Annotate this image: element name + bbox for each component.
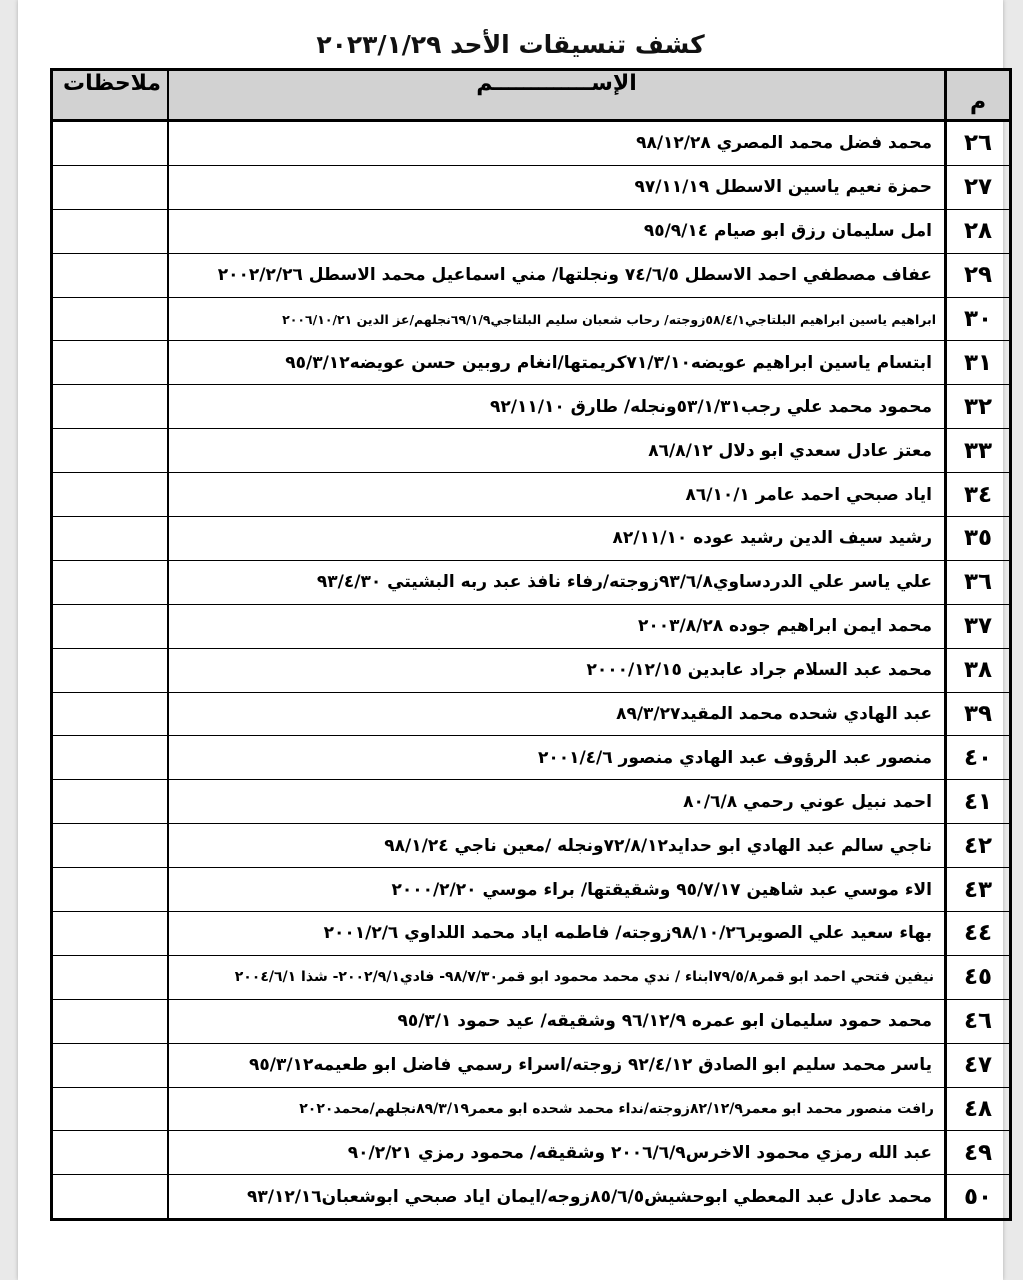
row-number: ٤٥ [946, 955, 1011, 999]
row-name: ابراهيم ياسين ابراهيم البلتاجي٥٨/٤/١زوجته/ رحاب شعبان سليم البلتاجي٦٩/١/٩نجلهم/عز الدين ٢٠٠٦/١٠/٢١ [168, 297, 946, 341]
row-notes [52, 385, 169, 429]
page-title: كشف تنسيقات الأحد ٢٠٢٣/١/٢٩ [316, 30, 705, 59]
row-notes [52, 604, 169, 648]
table-row [52, 429, 1011, 473]
row-notes [52, 780, 169, 824]
row-number: ٥٠ [946, 1175, 1011, 1220]
row-notes [52, 253, 169, 297]
row-number: ٢٦ [946, 121, 1011, 166]
row-number: ٢٨ [946, 209, 1011, 253]
row-name: الاء موسي عبد شاهين ٩٥/٧/١٧ وشقيقتها/ براء موسي ٢٠٠٠/٢/٢٠ [168, 868, 946, 912]
row-name: محمود محمد علي رجب٥٣/١/٣١ونجله/ طارق ٩٢/١١/١٠ [168, 385, 946, 429]
row-name: رافت منصور محمد ابو معمر٨٢/١٢/٩زوجته/نداء محمد شحده ابو معمر٨٩/٣/١٩نجلهم/محمد٢٠٢٠ [168, 1087, 946, 1131]
row-number: ٣٤ [946, 473, 1011, 517]
row-notes [52, 1043, 169, 1087]
row-name: محمد ايمن ابراهيم جوده ٢٠٠٣/٨/٢٨ [168, 604, 946, 648]
row-notes [52, 1087, 169, 1131]
table-row [52, 253, 1011, 297]
row-number: ٤٩ [946, 1131, 1011, 1175]
row-number: ٤٦ [946, 999, 1011, 1043]
row-number: ٣٢ [946, 385, 1011, 429]
row-notes [52, 868, 169, 912]
header-number: م [946, 70, 1011, 121]
row-notes [52, 473, 169, 517]
table-row [52, 165, 1011, 209]
row-notes [52, 121, 169, 166]
table-row [52, 1043, 1011, 1087]
row-notes [52, 1131, 169, 1175]
row-number: ٤٧ [946, 1043, 1011, 1087]
row-number: ٤٨ [946, 1087, 1011, 1131]
row-name: ياسر محمد سليم ابو الصادق ٩٢/٤/١٢ زوجته/اسراء رسمي فاضل ابو طعيمه٩٥/٣/١٢ [168, 1043, 946, 1087]
row-name: محمد عبد السلام جراد عابدين ٢٠٠٠/١٢/١٥ [168, 648, 946, 692]
row-name: نيفين فتحي احمد ابو قمر٧٩/٥/٨ابناء / ندي محمد محمود ابو قمر٩٨/٧/٣٠- فادي٢٠٠٢/٩/١- شذا ٢٠٠٤/٦/١ [168, 955, 946, 999]
table-body [52, 121, 1011, 1220]
row-name: ابتسام ياسين ابراهيم عويضه٧١/٣/١٠كريمتها/انغام روبين حسن عويضه٩٥/٣/١٢ [168, 341, 946, 385]
table-row [52, 868, 1011, 912]
row-number: ٣١ [946, 341, 1011, 385]
row-name: احمد نبيل عوني رحمي ٨٠/٦/٨ [168, 780, 946, 824]
row-notes [52, 999, 169, 1043]
row-name: محمد فضل محمد المصري ٩٨/١٢/٢٨ [168, 121, 946, 166]
row-name: حمزة نعيم ياسين الاسطل ٩٧/١١/١٩ [168, 165, 946, 209]
row-number: ٣٠ [946, 297, 1011, 341]
table-row [52, 385, 1011, 429]
table-row [52, 1131, 1011, 1175]
row-notes [52, 736, 169, 780]
row-number: ٣٦ [946, 560, 1011, 604]
row-name: امل سليمان رزق ابو صيام ٩٥/٩/١٤ [168, 209, 946, 253]
table-row [52, 297, 1011, 341]
row-name: عبد الله رمزي محمود الاخرس٢٠٠٦/٦/٩ وشقيقه/ محمود رمزي ٩٠/٢/٢١ [168, 1131, 946, 1175]
row-name: بهاء سعيد علي الصوير٩٨/١٠/٢٦زوجته/ فاطمه اياد محمد اللداوي ٢٠٠١/٢/٦ [168, 912, 946, 956]
row-notes [52, 341, 169, 385]
row-notes [52, 648, 169, 692]
row-notes [52, 517, 169, 561]
row-name: اياد صبحي احمد عامر ٨٦/١٠/١ [168, 473, 946, 517]
table-row [52, 341, 1011, 385]
row-name: عفاف مصطفي احمد الاسطل ٧٤/٦/٥ ونجلتها/ مني اسماعيل محمد الاسطل ٢٠٠٢/٢/٢٦ [168, 253, 946, 297]
row-notes [52, 297, 169, 341]
row-name: رشيد سيف الدين رشيد عوده ٨٢/١١/١٠ [168, 517, 946, 561]
row-notes [52, 912, 169, 956]
row-notes [52, 209, 169, 253]
table-row [52, 1087, 1011, 1131]
table-row [52, 736, 1011, 780]
row-notes [52, 560, 169, 604]
table-row [52, 692, 1011, 736]
table-row [52, 780, 1011, 824]
row-number: ٣٩ [946, 692, 1011, 736]
table-row [52, 121, 1011, 166]
row-number: ٢٧ [946, 165, 1011, 209]
table-row [52, 999, 1011, 1043]
names-table [50, 68, 1012, 1221]
row-name: منصور عبد الرؤوف عبد الهادي منصور ٢٠٠١/٤/٦ [168, 736, 946, 780]
row-notes [52, 955, 169, 999]
row-name: محمد حمود سليمان ابو عمره ٩٦/١٢/٩ وشقيقه/ عيد حمود ٩٥/٣/١ [168, 999, 946, 1043]
row-name: ناجي سالم عبد الهادي ابو حدايد٧٢/٨/١٢ونجله /معين ناجي ٩٨/١/٢٤ [168, 824, 946, 868]
row-name: معتز عادل سعدي ابو دلال ٨٦/٨/١٢ [168, 429, 946, 473]
header-name: الإســـــــــــــم [168, 70, 946, 121]
table-header-row [52, 70, 1011, 121]
table-row [52, 912, 1011, 956]
row-notes [52, 692, 169, 736]
table-row [52, 955, 1011, 999]
row-number: ٣٨ [946, 648, 1011, 692]
row-name: علي ياسر علي الدردساوي٩٣/٦/٨زوجته/رفاء نافذ عبد ربه البشيتي ٩٣/٤/٣٠ [168, 560, 946, 604]
row-notes [52, 824, 169, 868]
row-name: عبد الهادي شحده محمد المقيد٨٩/٣/٢٧ [168, 692, 946, 736]
row-number: ٢٩ [946, 253, 1011, 297]
row-number: ٣٥ [946, 517, 1011, 561]
row-number: ٣٣ [946, 429, 1011, 473]
table-row [52, 648, 1011, 692]
table-row [52, 473, 1011, 517]
row-number: ٤٤ [946, 912, 1011, 956]
row-number: ٤٢ [946, 824, 1011, 868]
table-row [52, 560, 1011, 604]
row-number: ٣٧ [946, 604, 1011, 648]
header-notes: ملاحظات [52, 70, 169, 121]
document-page [18, 0, 1003, 1280]
row-number: ٤٠ [946, 736, 1011, 780]
table-row [52, 824, 1011, 868]
table-row [52, 209, 1011, 253]
row-name: محمد عادل عبد المعطي ابوحشيش٨٥/٦/٥زوجه/ايمان اياد صبحي ابوشعبان٩٣/١٢/١٦ [168, 1175, 946, 1220]
table-row [52, 1175, 1011, 1220]
row-number: ٤١ [946, 780, 1011, 824]
table-row [52, 604, 1011, 648]
row-notes [52, 1175, 169, 1220]
row-notes [52, 429, 169, 473]
table-row [52, 517, 1011, 561]
row-notes [52, 165, 169, 209]
row-number: ٤٣ [946, 868, 1011, 912]
